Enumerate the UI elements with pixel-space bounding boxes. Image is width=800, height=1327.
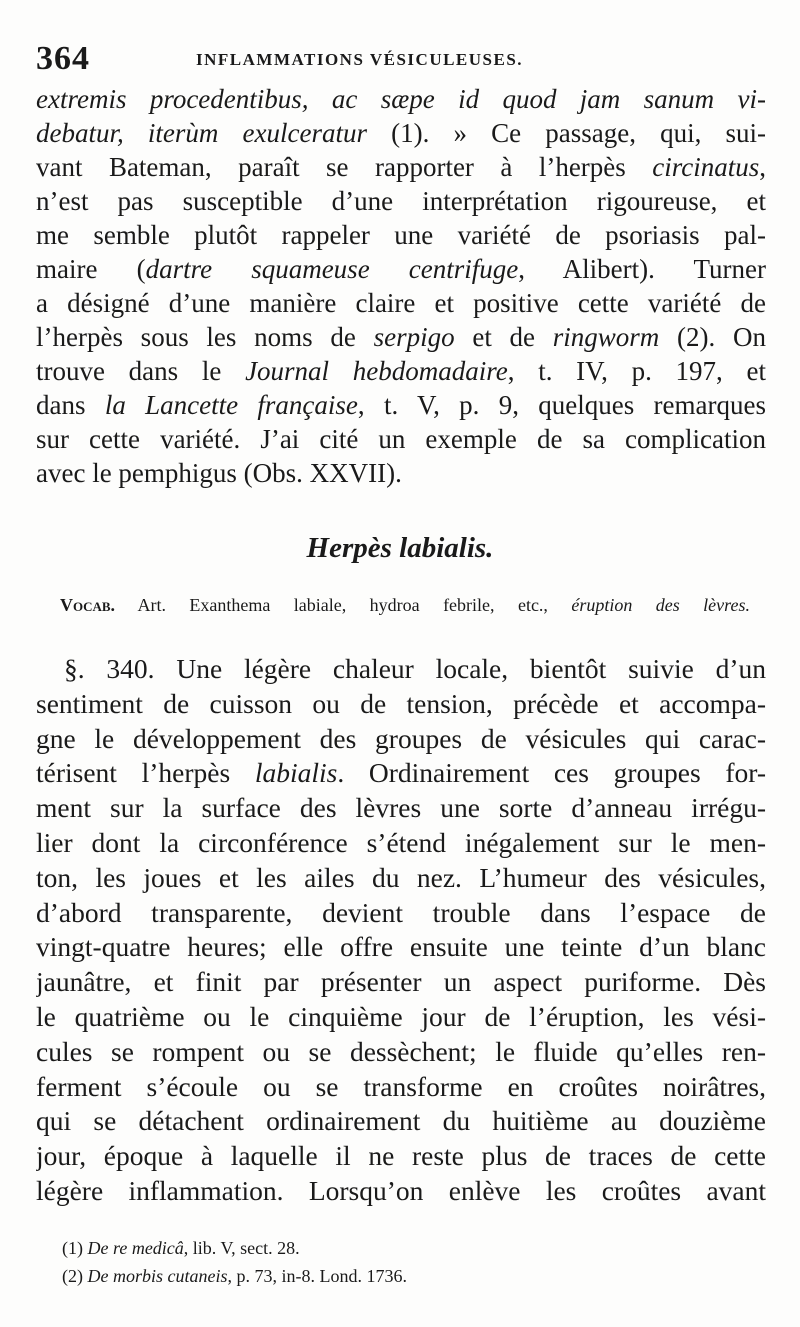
page-header bbox=[36, 40, 776, 80]
text-line: vant Bateman, paraît se rapporter à l’herpès circinatus, bbox=[36, 152, 766, 182]
text-line: l’herpès sous les noms de serpigo et de ringworm (2). On bbox=[36, 322, 766, 352]
text-line: le quatrième ou le cinquième jour de l’éruption, les vési- bbox=[36, 1000, 766, 1032]
vocabulary-line: Vocab. Art. Exanthema labiale, hydroa febrile, etc., éruption des lèvres. bbox=[60, 595, 750, 615]
footnotes bbox=[62, 1234, 662, 1290]
text-line: ferment s’écoule ou se transforme en croûtes noirâtres, bbox=[36, 1070, 766, 1102]
text-line: cules se rompent ou se dessèchent; le fluide qu’elles ren- bbox=[36, 1035, 766, 1067]
text-line: térisent l’herpès labialis. Ordinairement ces groupes for- bbox=[36, 757, 766, 789]
text-line: n’est pas susceptible d’une interprétation rigoureuse, et bbox=[36, 186, 766, 216]
vocab-label: Vocab. bbox=[60, 595, 116, 615]
text-line: a désigné d’une manière claire et positive cette variété de bbox=[36, 288, 766, 318]
section-title: Herpès labialis. bbox=[306, 532, 494, 564]
running-head: INFLAMMATIONS VÉSICULEUSES. bbox=[196, 50, 524, 69]
text-line: d’abord transparente, devient trouble dans l’espace de bbox=[36, 896, 766, 928]
text-line: vingt-quatre heures; elle offre ensuite une teinte d’un blanc bbox=[36, 931, 766, 963]
text-line: extremis procedentibus, ac sæpe id quod jam sanum vi- bbox=[36, 84, 766, 114]
text-line: §. 340. Une légère chaleur locale, bientôt suivie d’un bbox=[64, 653, 766, 684]
text-line: légère inflammation. Lorsqu’on enlève les croûtes avant bbox=[36, 1174, 766, 1206]
text-line: trouve dans le Journal hebdomadaire, t. IV, p. 197, et bbox=[36, 356, 766, 386]
text-line: debatur, iterùm exulceratur (1). » Ce passage, qui, sui- bbox=[36, 118, 766, 148]
footnote: (2) De morbis cutaneis, p. 73, in-8. Lond. 1736. bbox=[62, 1266, 407, 1286]
text-line: sur cette variété. J’ai cité un exemple de sa complication bbox=[36, 424, 766, 454]
paragraph-2 bbox=[36, 652, 766, 1209]
text-line: lier dont la circonférence s’étend inégalement sur le men- bbox=[36, 826, 766, 858]
text-line: jaunâtre, et finit par présenter un aspect puriforme. Dès bbox=[36, 966, 766, 998]
text-line: maire (dartre squameuse centrifuge, Alibert). Turner bbox=[36, 254, 766, 284]
text-line: avec le pemphigus (Obs. XXVII). bbox=[36, 458, 402, 488]
text-line: sentiment de cuisson ou de tension, précède et accompa- bbox=[36, 687, 766, 719]
paragraph-1 bbox=[36, 82, 766, 490]
page-number: 364 bbox=[36, 40, 90, 77]
text-line: dans la Lancette française, t. V, p. 9, quelques remarques bbox=[36, 390, 766, 420]
text-line: me semble plutôt rappeler une variété de psoriasis pal- bbox=[36, 220, 766, 250]
text-line: ton, les joues et les ailes du nez. L’humeur des vésicules, bbox=[36, 861, 766, 893]
text-line: gne le développement des groupes de vésicules qui carac- bbox=[36, 722, 766, 754]
text-line: ment sur la surface des lèvres une sorte d’anneau irrégu- bbox=[36, 792, 766, 824]
text-line: qui se détachent ordinairement du huitième au douzième bbox=[36, 1105, 766, 1137]
text-line: jour, époque à laquelle il ne reste plus de traces de cette bbox=[36, 1140, 766, 1172]
footnote: (1) De re medicâ, lib. V, sect. 28. bbox=[62, 1238, 300, 1258]
